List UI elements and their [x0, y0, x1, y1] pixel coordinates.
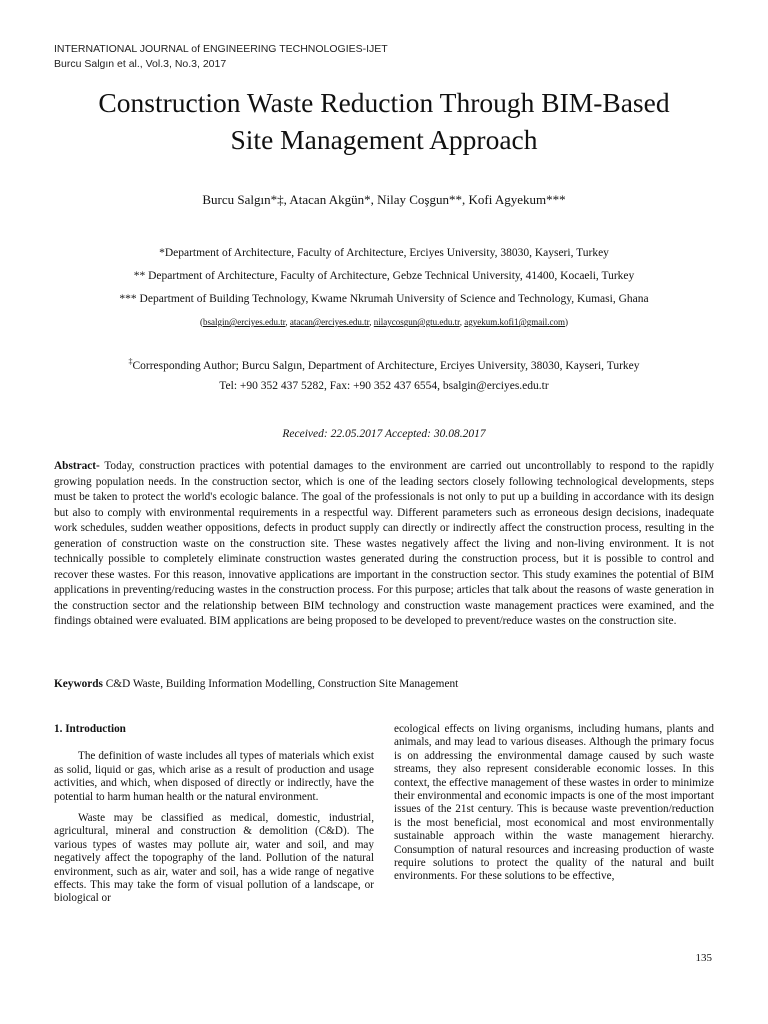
author-list: Burcu Salgın*‡, Atacan Akgün*, Nilay Coşgun**, Kofi Agyekum***	[202, 192, 566, 207]
title-line-1: Construction Waste Reduction Through BIM-Based	[98, 87, 670, 118]
citation: Burcu Salgın et al., Vol.3, No.3, 2017	[54, 58, 227, 70]
separator: ,	[285, 317, 290, 327]
paren-close: )	[565, 317, 568, 327]
paren-open: (	[200, 317, 203, 327]
running-header	[54, 42, 388, 72]
abstract-label: Abstract-	[54, 460, 100, 472]
keywords	[54, 678, 714, 690]
affiliation-1: *Department of Architecture, Faculty of Architecture, Erciyes University, 38030, Kayseri, Turkey	[159, 247, 609, 259]
keywords-label: Keywords	[54, 678, 103, 690]
received-dates: Received: 22.05.2017 Accepted: 30.08.2017	[282, 428, 486, 440]
separator: ,	[369, 317, 374, 327]
affiliation-2: ** Department of Architecture, Faculty of Architecture, Gebze Technical University, 41400, Kocaeli, Turkey	[133, 270, 635, 282]
page-number: 135	[695, 952, 712, 964]
affiliation-3: *** Department of Building Technology, Kwame Nkrumah University of Science and Technology, Kumasi, Ghana	[119, 293, 649, 305]
paragraph: The definition of waste includes all types of materials which exist as solid, liquid or gas, which arise as a result of production and usage activities, and which, when disposed of directly or indirectly, have the potential to harm human health or the natural environment.	[54, 750, 374, 803]
abstract	[54, 459, 714, 630]
corresponding-text: Corresponding Author; Burcu Salgın, Department of Architecture, Erciyes University, 38030, Kayseri, Turkey	[132, 359, 640, 372]
keywords-text: C&D Waste, Building Information Modelling, Construction Site Management	[102, 678, 459, 690]
double-dagger-mark: ‡	[128, 357, 133, 366]
paragraph: Waste may be classified as medical, domestic, industrial, agricultural, mineral and construction & demolition (C&D). The various types of wastes may pollute air, water and soil, and may negatively affect the topography of the land. Pollution of the natural environment, such as air, water and soil, has a wide range of negative effects. This may take the form of visual pollution of a landscape, or biological or	[54, 812, 374, 905]
email-link-2[interactable]: atacan@erciyes.edu.tr	[289, 317, 370, 327]
journal-name: INTERNATIONAL JOURNAL of ENGINEERING TECHNOLOGIES-IJET	[54, 43, 388, 55]
title-line-2: Site Management Approach	[230, 124, 538, 155]
section-heading: 1. Introduction	[54, 723, 126, 735]
paper-title	[0, 84, 768, 158]
email-link-1[interactable]: bsalgin@erciyes.edu.tr	[203, 317, 286, 327]
contact-line: Tel: +90 352 437 5282, Fax: +90 352 437 6554, bsalgin@erciyes.edu.tr	[219, 380, 549, 392]
email-link-3[interactable]: nilaycosgun@gtu.edu.tr	[373, 317, 460, 327]
separator: ,	[459, 317, 465, 327]
corresponding-author	[0, 357, 768, 372]
email-link-4[interactable]: agyekum.kofi1@gmail.com	[464, 317, 565, 327]
abstract-text: Today, construction practices with potential damages to the environment are carried out uncontrollably to respond to the rapidly growing population needs. In the construction sector, which is one of the leading sectors closely following technological developments, steps must be taken to protect the world's ecologic balance. The goal of the professionals is not only to put up a building in accordance with its design but also to comply with environmental requirements in a respectful way. Different parameters such as erroneous design decisions, inadequate work schedules, sudden weather oppositions, defects in product supply can directly or indirectly affect the construction process, resulting in the generation of construction waste on the construction site. These wastes negatively affect the living and non-living environment. It is not technically possible to completely eliminate construction wastes generated during the construction process, but it is possible to control and recover these wastes. For this reason, innovative applications are important in the construction sector. This study examines the potential of BIM applications in preventing/reducing wastes in the construction process. For this purpose; articles that talk about the reasons of waste generation in the construction sector and the relationship between BIM technology and construction waste management practices were examined, and the findings obtained were evaluated. BIM applications are being proposed to be developed to prevent/reduce wastes on the construction site.	[54, 460, 714, 627]
right-column	[394, 723, 714, 892]
left-column	[54, 723, 374, 914]
email-list	[0, 317, 768, 327]
paragraph: ecological effects on living organisms, including humans, plants and animals, and may lead to various diseases. Although the primary focus is on addressing the environmental damage caused by such waste streams, they also represent considerable economic losses. In this context, the effective management of these wastes in order to minimize their environmental and economic impacts is one of the most important issues of the 21st century. This is because waste prevention/reduction is the most beneficial, most economical and most environmentally sustainable approach within the waste management hierarchy. Consumption of natural resources and increasing production of waste require solutions to protect the quality of the natural and built environments. For these solutions to be effective,	[394, 723, 714, 883]
